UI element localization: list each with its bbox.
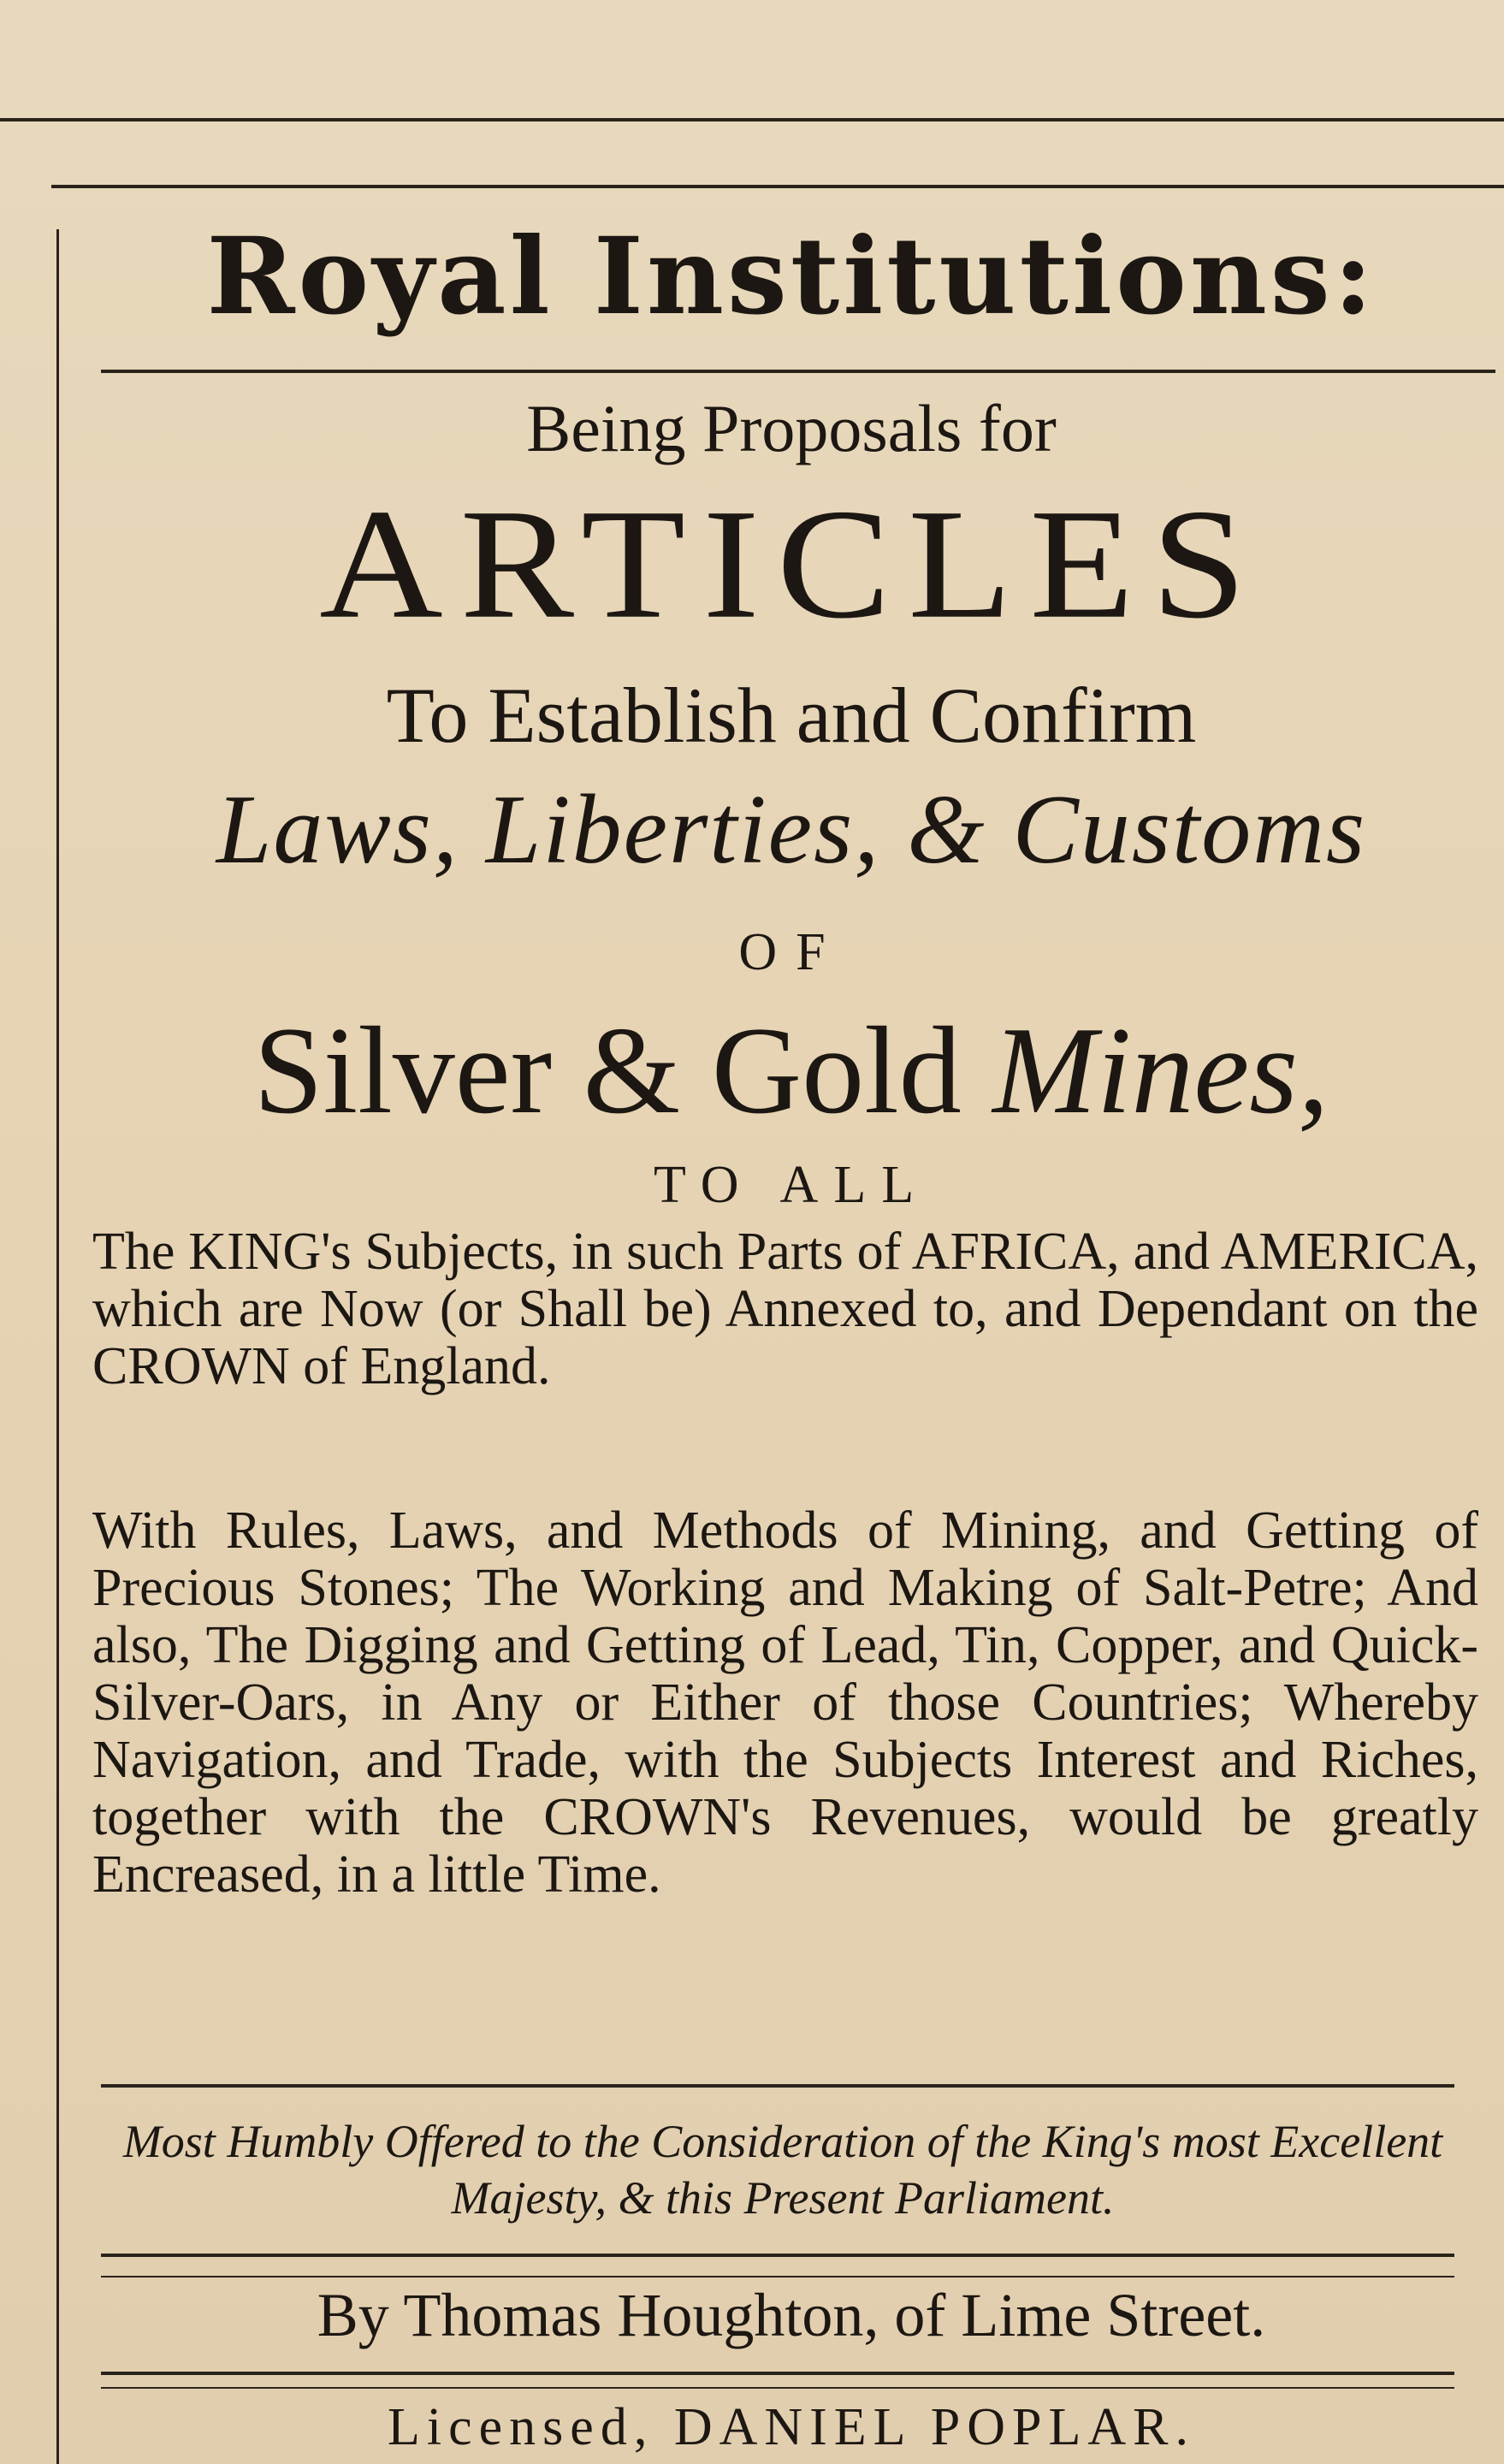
top-rule-inner [51,185,1504,188]
left-border [56,229,59,2464]
mines-text: Mines, [992,1001,1329,1140]
headline: ARTICLES [319,477,1264,652]
license-line: Licensed, DANIEL POPLAR. [388,2398,1195,2456]
establish-line: To Establish and Confirm [386,672,1197,759]
subtitle: Being Proposals for [526,391,1057,465]
silver-gold-line [86,1001,1497,1140]
author-byline: By Thomas Houghton, of Lime Street. [317,2281,1266,2349]
silver-gold-text: Silver & Gold [253,1001,962,1140]
dedication-rule-bottom [101,2254,1454,2257]
subjects-paragraph: The KING's Subjects, in such Parts of AFRICA, and AMERICA, which are Now (or Shall be) Annexed to, and Dependant on the CROWN of England. [92,1223,1478,1395]
book-title: Royal Institutions: [206,215,1377,339]
dedication-rule-top [101,2084,1454,2088]
to-all-line: TO ALL [653,1156,930,1214]
of-line: OF [738,923,844,981]
laws-line: Laws, Liberties, & Customs [216,775,1367,885]
title-rule [101,370,1495,373]
byline-rule-thin [101,2387,1454,2389]
dedication-rule-thin [101,2276,1454,2277]
byline-rule [101,2372,1454,2375]
top-rule-outer [0,118,1504,121]
dedication: Most Humbly Offered to the Consideration of the King's most Excellent Majesty, & this Present Parliament. [122,2116,1443,2224]
rules-paragraph: With Rules, Laws, and Methods of Mining, and Getting of Precious Stones; The Working and Making of Salt-Petre; And also, The Digging and Getting of Lead, Tin, Copper, and Quick-Silver-Oars, in Any or Either of those Countries; Whereby Navigation, and Trade, with the Subjects Interest and Riches, together with the CROWN's Revenues, would be greatly Encreased, in a little Time. [92,1502,1478,1904]
